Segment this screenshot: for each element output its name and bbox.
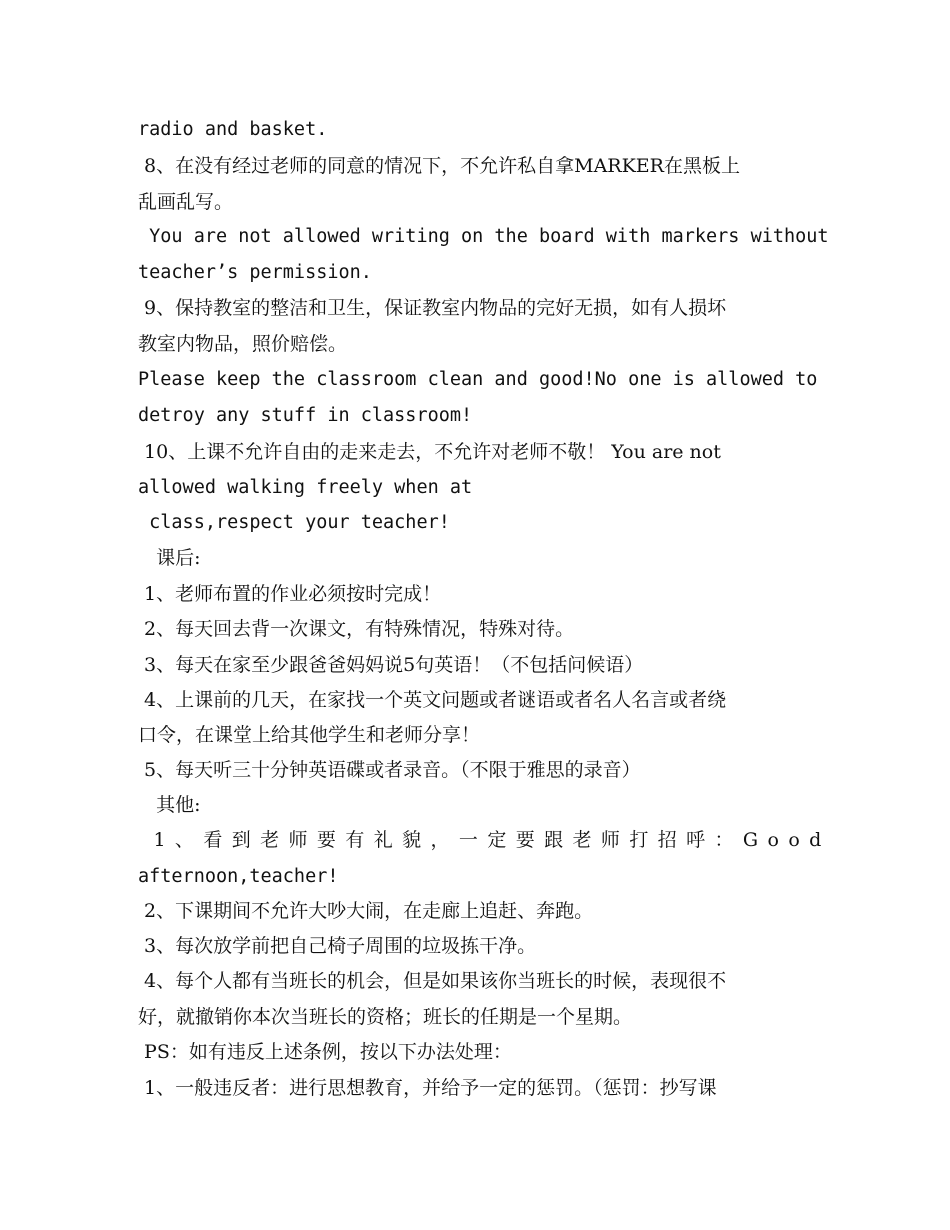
text-line: 教室内物品，照价赔偿。 xyxy=(138,333,348,355)
text-line: Please keep the classroom clean and good!No one is allowed to xyxy=(138,369,818,390)
text-line: 1、老师布置的作业必须按时完成！ xyxy=(138,583,442,605)
text-line: teacher’s permission. xyxy=(138,262,372,283)
text-line: 4、上课前的几天，在家找一个英文问题或者谜语或者名人名言或者绕 xyxy=(138,689,727,711)
text-line: 8、在没有经过老师的同意的情况下，不允许私自拿MARKER在黑板上 xyxy=(138,155,740,177)
text-line: 好，就撤销你本次当班长的资格；班长的任期是一个星期。 xyxy=(138,1006,633,1028)
text-line: radio and basket. xyxy=(138,119,328,140)
text-line: 3、每天在家至少跟爸爸妈妈说5句英语！（不包括问候语） xyxy=(138,654,644,676)
text-line: 3、每次放学前把自己椅子周围的垃圾拣干净。 xyxy=(138,935,537,957)
text-line: 2、每天回去背一次课文，有特殊情况，特殊对待。 xyxy=(138,618,575,640)
text-line: allowed walking freely when at xyxy=(138,477,473,498)
section-heading-after-class: 课后: xyxy=(138,547,201,569)
text-line: 乱画乱写。 xyxy=(138,191,234,213)
text-line: 口令，在课堂上给其他学生和老师分享！ xyxy=(138,724,481,746)
text-line: afternoon,teacher! xyxy=(138,866,339,887)
text-line: 5、每天听三十分钟英语碟或者录音。（不限于雅思的录音） xyxy=(138,759,641,781)
text-line: PS：如有违反上述条例，按以下办法处理： xyxy=(138,1041,512,1063)
text-line: detroy any stuff in classroom! xyxy=(138,405,473,426)
text-line: 9、保持教室的整洁和卫生，保证教室内物品的完好无损，如有人损坏 xyxy=(138,297,727,319)
text-line: You are not allowed writing on the board with markers without xyxy=(138,226,829,247)
text-line: 4、每个人都有当班长的机会，但是如果该你当班长的时候，表现很不 xyxy=(138,970,727,992)
text-line: 1、一般违反者：进行思想教育，并给予一定的惩罚。（惩罚：抄写课 xyxy=(138,1077,717,1099)
section-heading-other: 其他: xyxy=(138,794,201,816)
text-line: 10、上课不允许自由的走来走去，不允许对老师不敬！ You are not xyxy=(138,441,721,463)
text-line: class,respect your teacher! xyxy=(138,512,450,533)
text-line: 2、下课期间不允许大吵大闹，在走廊上追赶、奔跑。 xyxy=(138,900,594,922)
text-line: 1、看到老师要有礼貌，一定要跟老师打招呼：Good xyxy=(138,829,831,851)
